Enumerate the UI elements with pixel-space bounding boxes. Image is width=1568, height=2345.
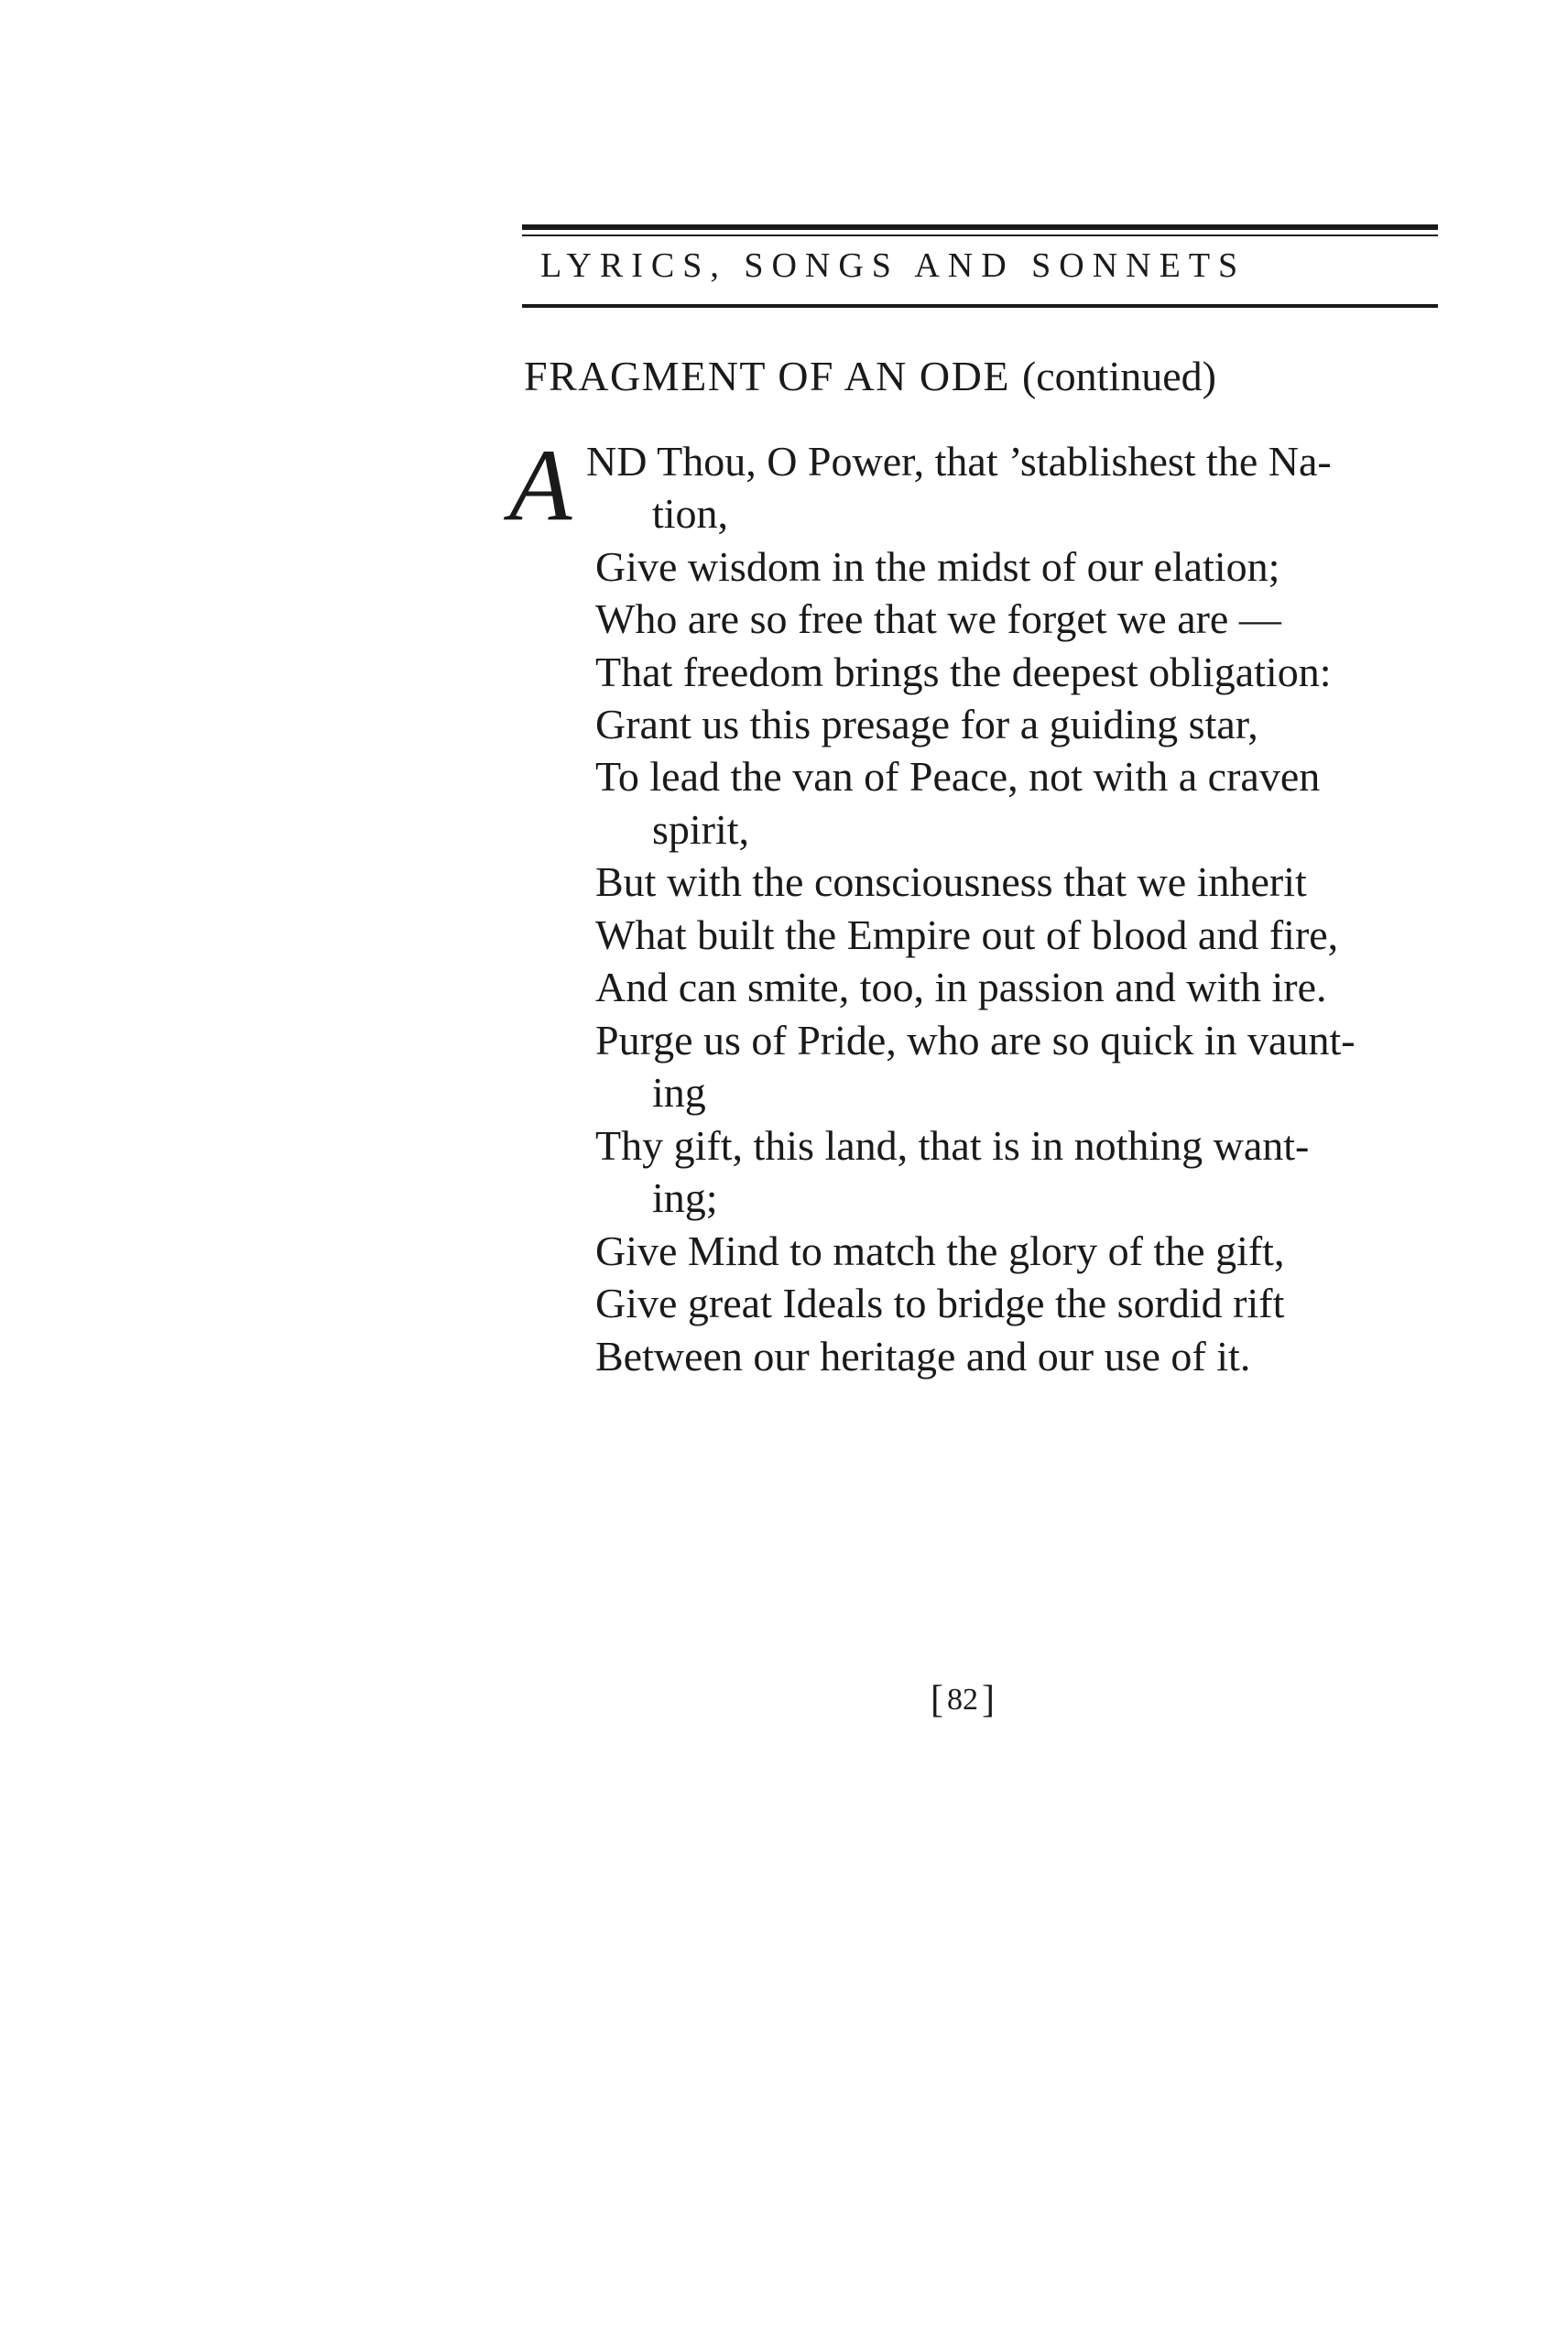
page-number (931, 1678, 995, 1722)
poem-line: Thy gift, this land, that is in nothing want- (595, 1122, 1310, 1169)
poem-line: Give wisdom in the midst of our elation; (595, 543, 1280, 590)
poem-line: What built the Empire out of blood and fire, (595, 911, 1339, 958)
poem-line: tion, (652, 490, 729, 537)
header-rule-top (522, 224, 1438, 230)
poem-line: ing (652, 1069, 706, 1116)
poem-line: Give great Ideals to bridge the sordid rift (595, 1280, 1285, 1326)
poem-line: But with the consciousness that we inherit (595, 858, 1307, 905)
poem-line: Grant us this presage for a guiding star, (595, 701, 1258, 747)
page-number-open-bracket: [ (931, 1679, 943, 1721)
drop-cap: A (509, 429, 572, 542)
page-number-value: 82 (947, 1683, 978, 1717)
header-rule-top-thin (522, 234, 1438, 236)
poem-title: FRAGMENT OF AN ODE (524, 353, 1010, 399)
poem-line: Give Mind to match the glory of the gift, (595, 1227, 1285, 1274)
page-number-close-bracket: ] (982, 1679, 995, 1721)
poem-line: Who are so free that we forget we are — (595, 595, 1281, 642)
poem-line: ND Thou, O Power, that ’stablishest the Na- (586, 438, 1332, 485)
poem-line: spirit, (652, 806, 750, 853)
poem-line: Purge us of Pride, who are so quick in vaunt- (595, 1017, 1356, 1063)
poem-line: And can smite, too, in passion and with ire. (595, 964, 1327, 1010)
poem-line: ing; (652, 1174, 718, 1221)
header-rule-bottom (522, 304, 1438, 308)
poem-title-suffix: (continued) (1021, 353, 1216, 399)
running-title: LYRICS, SONGS AND SONNETS (540, 246, 1247, 285)
poem-title-block (524, 352, 1216, 400)
poem-line: To lead the van of Peace, not with a craven (595, 753, 1321, 800)
poem-line: Between our heritage and our use of it. (595, 1333, 1251, 1380)
poem-line: That freedom brings the deepest obligation: (595, 649, 1332, 695)
